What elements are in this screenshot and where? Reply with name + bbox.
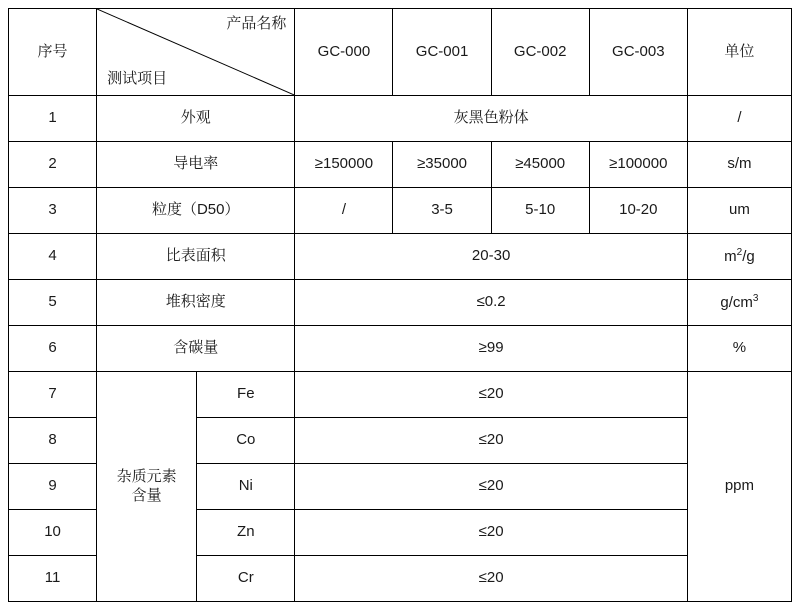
table-row	[9, 96, 792, 142]
row-value-merged-5: ≤0.2	[295, 280, 688, 326]
row-no-5: 5	[9, 280, 97, 326]
impurity-element-11: Cr	[197, 556, 295, 602]
table-row	[9, 372, 792, 418]
row-unit-3: um	[687, 188, 791, 234]
impurity-element-8: Co	[197, 418, 295, 464]
row-value-merged-1: 灰黑色粉体	[295, 96, 688, 142]
impurity-group-label	[97, 372, 197, 602]
row-no-10: 10	[9, 510, 97, 556]
table-row	[9, 234, 792, 280]
row-unit-1: /	[687, 96, 791, 142]
row-no-9: 9	[9, 464, 97, 510]
table-row	[9, 280, 792, 326]
table-header-row	[9, 9, 792, 96]
row-no-8: 8	[9, 418, 97, 464]
header-label-test-item: 测试项目	[107, 70, 168, 88]
table-row	[9, 326, 792, 372]
row-value-3-3: 10-20	[589, 188, 687, 234]
row-no-3: 3	[9, 188, 97, 234]
row-value-merged-4: 20-30	[295, 234, 688, 280]
row-no-4: 4	[9, 234, 97, 280]
impurity-group-label-line1: 杂质元素	[116, 467, 177, 485]
row-no-7: 7	[9, 372, 97, 418]
unit-base-4: m	[724, 247, 737, 265]
header-cell-diagonal	[97, 9, 295, 96]
row-value-3-2: 5-10	[491, 188, 589, 234]
header-cell-unit: 单位	[687, 9, 791, 96]
product-spec-table	[8, 8, 792, 602]
row-unit-5	[687, 280, 791, 326]
row-item-1: 外观	[97, 96, 295, 142]
unit-tail-4: /g	[742, 247, 755, 265]
row-no-6: 6	[9, 326, 97, 372]
header-cell-grade-3: GC-003	[589, 9, 687, 96]
impurity-value-7: ≤20	[295, 372, 688, 418]
row-no-2: 2	[9, 142, 97, 188]
header-cell-grade-2: GC-002	[491, 9, 589, 96]
row-item-3: 粒度（D50）	[97, 188, 295, 234]
impurity-value-8: ≤20	[295, 418, 688, 464]
row-value-3-0: /	[295, 188, 393, 234]
table-row	[9, 142, 792, 188]
row-item-6: 含碳量	[97, 326, 295, 372]
row-value-2-0: ≥150000	[295, 142, 393, 188]
row-item-5: 堆积密度	[97, 280, 295, 326]
impurity-value-10: ≤20	[295, 510, 688, 556]
unit-sup-4: 2	[736, 246, 743, 258]
row-item-2: 导电率	[97, 142, 295, 188]
row-unit-4	[687, 234, 791, 280]
impurity-element-9: Ni	[197, 464, 295, 510]
unit-base-5: g/cm	[720, 293, 753, 311]
row-value-2-2: ≥45000	[491, 142, 589, 188]
row-value-2-3: ≥100000	[589, 142, 687, 188]
header-label-product: 产品名称	[226, 15, 287, 32]
row-unit-2: s/m	[687, 142, 791, 188]
impurity-group-label-line2: 含量	[131, 486, 162, 504]
header-cell-grade-1: GC-001	[393, 9, 491, 96]
row-value-merged-6: ≥99	[295, 326, 688, 372]
row-value-2-1: ≥35000	[393, 142, 491, 188]
header-cell-no: 序号	[9, 9, 97, 96]
row-value-3-1: 3-5	[393, 188, 491, 234]
row-no-1: 1	[9, 96, 97, 142]
impurity-unit: ppm	[687, 372, 791, 602]
impurity-value-11: ≤20	[295, 556, 688, 602]
row-unit-6: %	[687, 326, 791, 372]
row-item-4: 比表面积	[97, 234, 295, 280]
unit-sup-5: 3	[752, 292, 759, 304]
impurity-value-9: ≤20	[295, 464, 688, 510]
row-no-11: 11	[9, 556, 97, 602]
header-cell-grade-0: GC-000	[295, 9, 393, 96]
impurity-element-7: Fe	[197, 372, 295, 418]
impurity-element-10: Zn	[197, 510, 295, 556]
table-row	[9, 188, 792, 234]
